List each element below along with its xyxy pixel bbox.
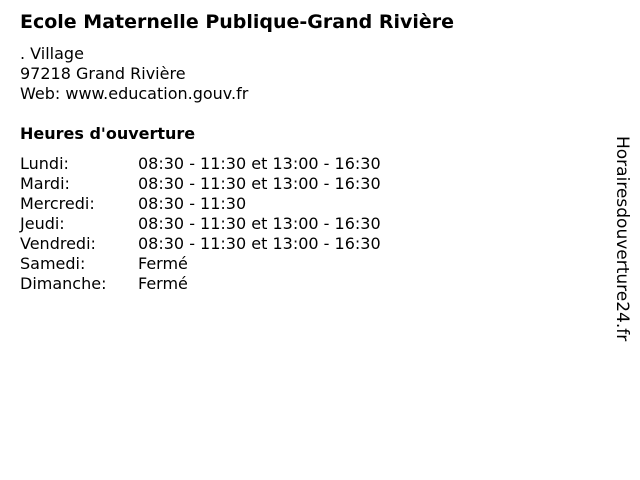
page-title: Ecole Maternelle Publique-Grand Rivière [20, 11, 455, 33]
address-street: . Village [20, 44, 84, 63]
hours-row-wednesday [20, 194, 381, 214]
watermark-text: Horairesdouverture24.fr [612, 136, 632, 342]
day-hours: 08:30 - 11:30 [138, 194, 247, 213]
hours-row-thursday [20, 214, 381, 234]
day-hours: Fermé [138, 254, 188, 273]
day-hours: 08:30 - 11:30 et 13:00 - 16:30 [138, 234, 381, 253]
day-hours: Fermé [138, 274, 188, 293]
day-label: Samedi: [20, 254, 86, 273]
day-hours: 08:30 - 11:30 et 13:00 - 16:30 [138, 214, 381, 233]
day-label: Dimanche: [20, 274, 107, 293]
address-website: Web: www.education.gouv.fr [20, 84, 249, 103]
day-hours: 08:30 - 11:30 et 13:00 - 16:30 [138, 174, 381, 193]
day-label: Jeudi: [20, 214, 65, 233]
day-label: Mardi: [20, 174, 70, 193]
opening-hours-title: Heures d'ouverture [20, 124, 196, 143]
day-label: Mercredi: [20, 194, 95, 213]
address-block [20, 44, 248, 104]
hours-row-monday [20, 154, 381, 174]
day-label: Lundi: [20, 154, 69, 173]
hours-row-friday [20, 234, 381, 254]
opening-hours-table [20, 154, 381, 294]
hours-row-saturday [20, 254, 381, 274]
site-watermark [608, 136, 636, 346]
day-hours: 08:30 - 11:30 et 13:00 - 16:30 [138, 154, 381, 173]
day-label: Vendredi: [20, 234, 96, 253]
hours-row-tuesday [20, 174, 381, 194]
address-city: 97218 Grand Rivière [20, 64, 186, 83]
hours-row-sunday [20, 274, 381, 294]
